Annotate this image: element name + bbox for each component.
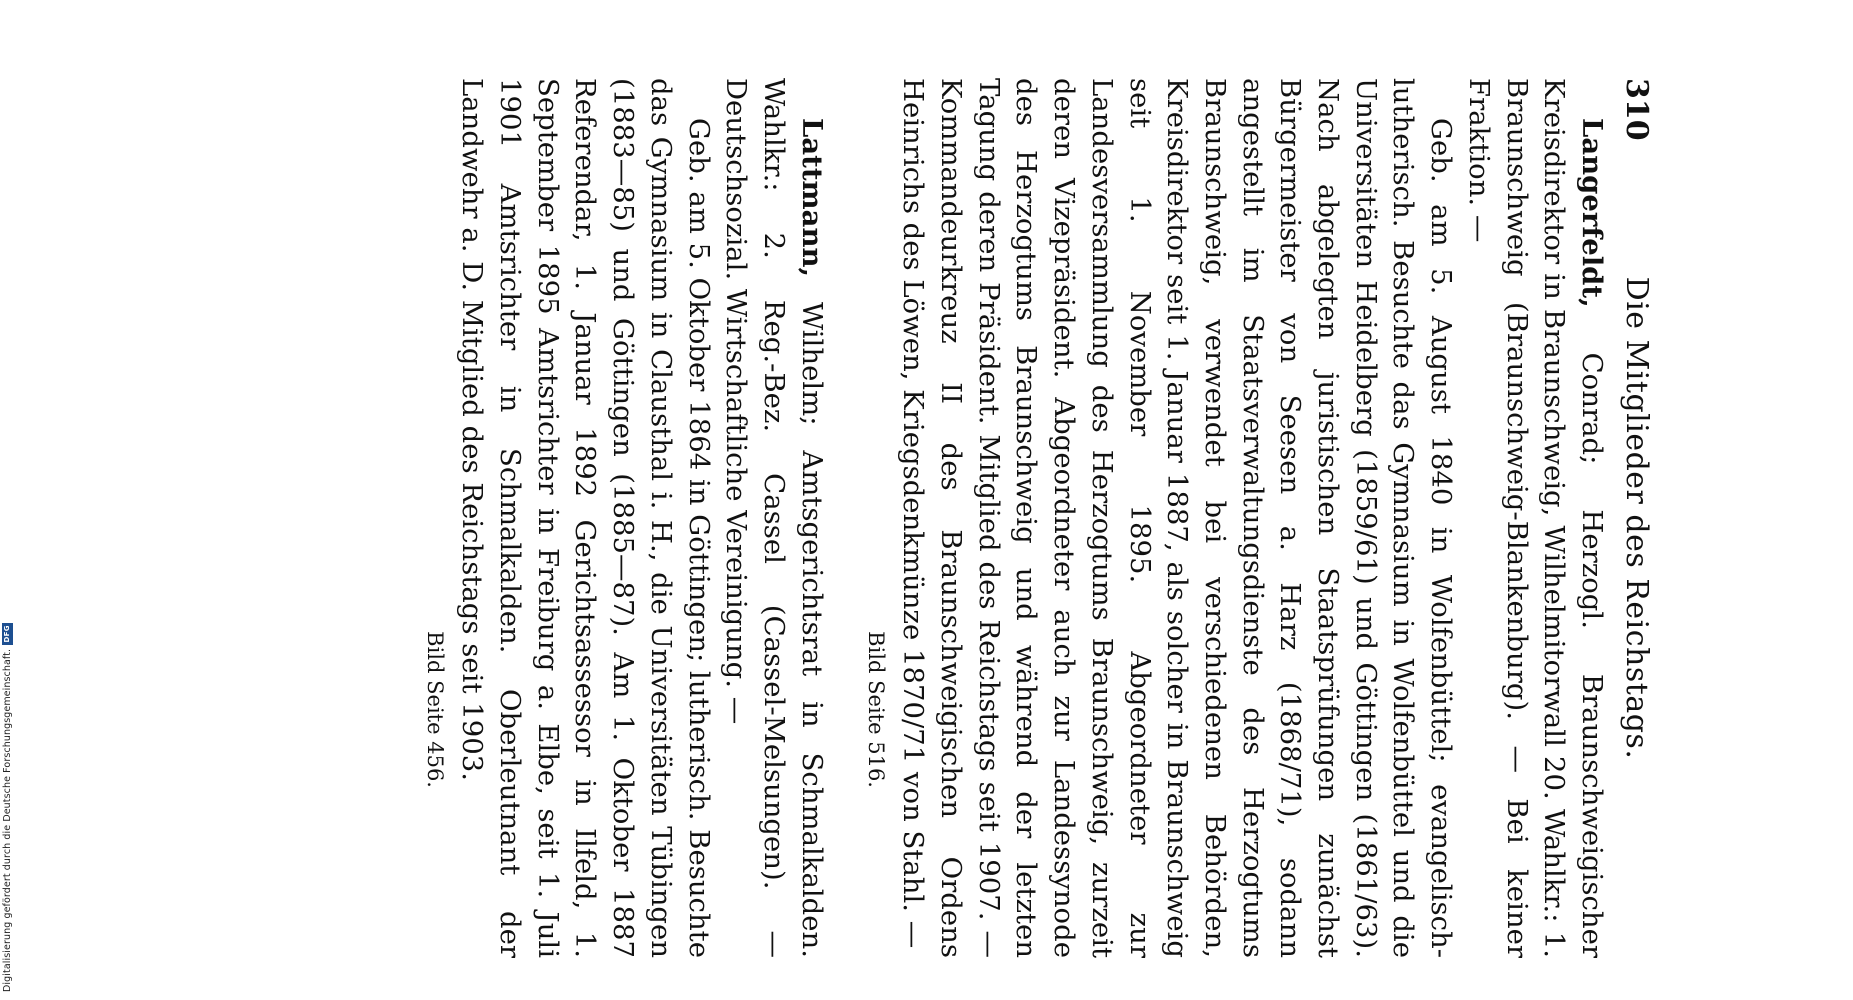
funding-credit	[2, 623, 13, 992]
running-head: Die Mitglieder des Reichstags.	[1619, 276, 1654, 760]
entry-heading-text: Conrad; Herzogl. Braunschweigischer Kreisdirektor in Braunschweig, Wilhelmitorwall 20. Wahlkr.: 1. Braunschweig (Braunschweig-Blankenburg). — Bei keiner Fraktion. —	[1462, 78, 1608, 958]
page-number: 310	[1619, 78, 1654, 141]
biography-entry	[858, 78, 1610, 958]
picture-reference: Bild Seite 456.	[422, 631, 447, 788]
member-name: Lattmann,	[795, 118, 828, 278]
entry-heading-text: Wilhelm; Amtsgerichtsrat in Schmalkalden. Wahlkr.: 2. Reg.-Bez. Cassel (Cassel-Melsungen). — Deutschsozial. Wirtschaftliche Vereinigung. —	[720, 78, 828, 958]
entry-body: Geb. am 5. August 1840 in Wolfenbüttel; evangelisch-lutherisch. Besuchte das Gymnasium in Wolfenbüttel und die Universitäten Heidelberg (1859/61) und Göttingen (1861/63). Nach abgelegten juristischen Staatsprüfungen zunächst Bürgermeister von Seesen a. Harz (1868/71), sodann angestellt im Staatsverwaltungsdienste des Herzogtums Braunschweig, verwendet bei verschiedenen Behörden, Kreisdirektor seit 1. Januar 1887, als solcher in Braunschweig seit 1. November 1895. Abgeordneter zur Landesversammlung des Herzogtums Braunschweig, zurzeit deren Vizepräsident. Abgeordneter auch zur Landessynode des Herzogtums Braunschweig und während der letzten Tagung deren Präsident. Mitglied des Reichstags seit 1907. — Kommandeurkreuz II des Braunschweigischen Ordens Heinrichs des Löwen, Kriegsdenkmünze 1870/71 von Stahl. —	[897, 78, 1458, 958]
credit-text: Digitalisierung gefördert durch die Deutsche Forschungsgemeinschaft.	[2, 648, 13, 992]
biography-entry	[417, 78, 830, 958]
entry-heading	[1459, 78, 1610, 958]
page-header	[1610, 78, 1662, 958]
dfg-logo: DFG	[2, 623, 13, 645]
entry-body: Geb. am 5. Oktober 1864 in Göttingen; lutherisch. Besuchte das Gymnasium in Clausthal i. H., die Universitäten Tübingen (1883—85) und Göttingen (1885—87). Am 1. Oktober 1887 Referendar, 1. Januar 1892 Gerichtsassessor in Ilfeld, 1. September 1895 Amtsrichter in Freiburg a. Elbe, seit 1. Juli 1901 Amtsrichter in Schmalkalden. Oberleutnant der Landwehr a. D. Mitglied des Reichstags seit 1903.	[456, 78, 715, 958]
picture-reference: Bild Seite 516.	[863, 631, 888, 788]
entry-heading	[717, 78, 830, 958]
book-page	[242, 78, 1662, 958]
member-name: Langerfeldt,	[1576, 118, 1608, 308]
